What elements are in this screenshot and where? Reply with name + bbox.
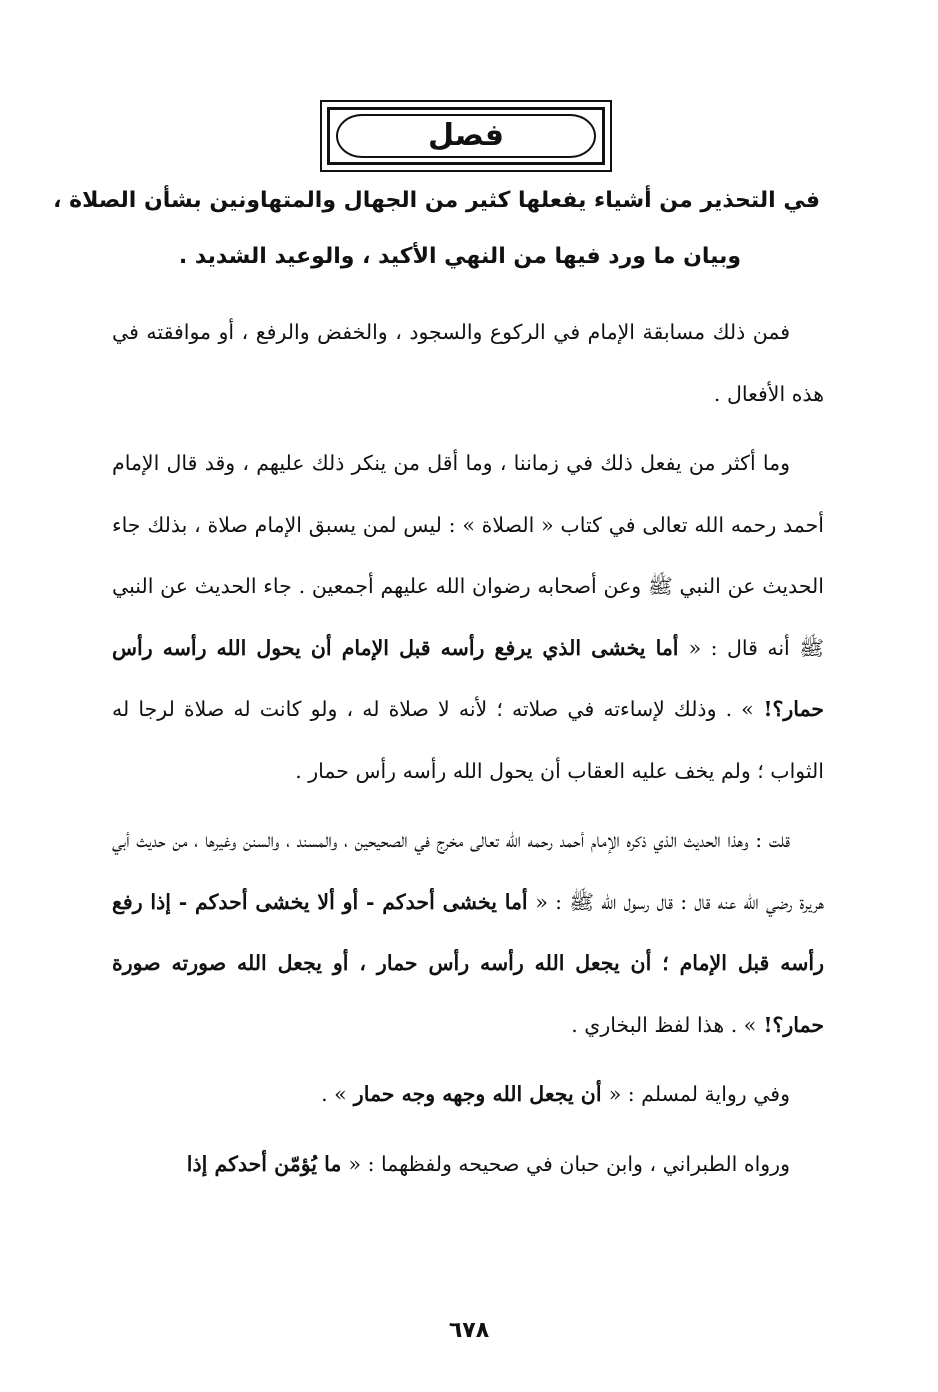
paragraph-4-text-end: » . bbox=[321, 1082, 347, 1106]
section-title-cartouche bbox=[336, 114, 596, 158]
paragraph-3 bbox=[112, 810, 824, 1056]
paragraph-4-text: وفي رواية لمسلم : « bbox=[608, 1082, 790, 1106]
hadith-quote-2: أما يخشى أحدكم - أو ألا يخشى أحدكم - إذا رفع رأسه قبل الإمام ؛ أن يجعل الله رأسه رأس حمار ، أو يجعل الله صورته صورة حمار؟! bbox=[112, 889, 824, 1037]
subtitle-line-1: في التحذير من أشياء يفعلها كثير من الجهال والمتهاونين بشأن الصلاة ، bbox=[53, 188, 820, 213]
paragraph-2-text: وما أكثر من يفعل ذلك في زماننا ، وما أقل من ينكر ذلك عليهم ، وقد قال الإمام أحمد رحمه الله تعالى في كتاب « الصلاة » : ليس لمن يسبق الإمام صلاة ، بذلك جاء الحديث عن النبي ﷺ وعن أصحابه رضوان الله عليهم أجمعين . جاء الحديث عن النبي ﷺ أنه قال : « bbox=[112, 451, 824, 660]
paragraph-2-text-end: » . وذلك لإساءته في صلاته ؛ لأنه لا صلاة له ، ولو كانت له صلاة لرجا له الثواب ؛ ولم يخف عليه العقاب أن يحول الله رأسه رأس حمار . bbox=[112, 697, 824, 783]
paragraph-3-text-end: » . هذا لفظ البخاري . bbox=[571, 1012, 757, 1037]
paragraph-3-text: قلت : وهذا الحديث الذي ذكره الإمام أحمد رحمه الله تعالى مخرج في الصحيحين ، والمسند ، والسنن وغيرها ، من حديث أبي هريرة رضي الله عنه قال : قال رسول الله ﷺ : « bbox=[112, 828, 824, 914]
paragraph-1 bbox=[112, 302, 824, 425]
hadith-quote-4: ما يُؤمّن أحدكم إذا bbox=[186, 1151, 349, 1176]
page-number: ٦٧٨ bbox=[448, 1318, 490, 1343]
body-text bbox=[112, 302, 824, 1195]
paragraph-4 bbox=[112, 1064, 824, 1126]
paragraph-5 bbox=[112, 1134, 824, 1196]
paragraph-1-text: فمن ذلك مسابقة الإمام في الركوع والسجود ، والخفض والرفع ، أو موافقته في هذه الأفعال . bbox=[112, 320, 824, 406]
section-title: فصل bbox=[428, 118, 504, 153]
hadith-quote-3: أن يجعل الله وجهه وجه حمار bbox=[346, 1082, 609, 1106]
subtitle-line-2: وبيان ما ورد فيها من النهي الأكيد ، والوعيد الشديد . bbox=[178, 244, 742, 269]
hadith-quote-1: أما يخشى الذي يرفع رأسه قبل الإمام أن يحول الله رأسه رأس حمار؟! bbox=[112, 635, 825, 721]
paragraph-2 bbox=[112, 433, 824, 802]
paragraph-5-text: ورواه الطبراني ، وابن حبان في صحيحه ولفظهما : « bbox=[348, 1151, 790, 1176]
section-title-frame bbox=[320, 100, 612, 172]
section-title-frame-inner bbox=[327, 107, 605, 165]
